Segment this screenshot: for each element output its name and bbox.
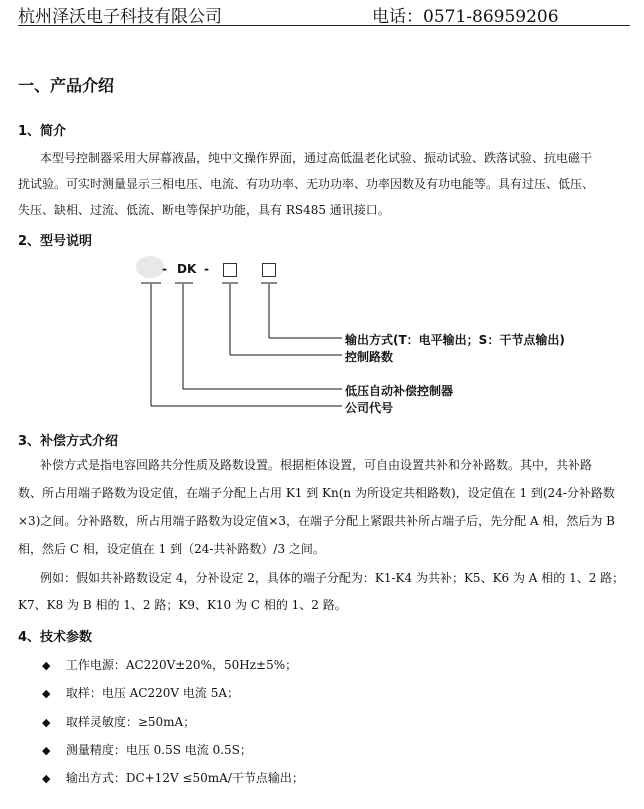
code-separator-1: - [162, 262, 167, 276]
tech-item [42, 741, 252, 758]
tech-item [42, 713, 195, 730]
tech-item-text: 工作电源：AC220V±20%，50Hz±5%； [65, 658, 298, 672]
phone-number: 电话：0571-86959206 [372, 7, 559, 27]
code-dk: DK [177, 262, 197, 276]
tech-item [42, 684, 239, 701]
compensation-line-4: 相，然后 C 相，设定值在 1 到（24-共补路数）/3 之间。 [18, 542, 325, 556]
bullet-diamond-icon: ◆ [42, 687, 51, 700]
model-heading: 2、型号说明 [18, 234, 93, 249]
intro-heading: 1、简介 [18, 124, 67, 139]
bullet-diamond-icon: ◆ [42, 772, 51, 785]
example-line-1: 例如：假如共补路数设定 4，分补设定 2，具体的端子分配为：K1-K4 为共补；K5、K6 为 A 相的 1、2 路； [40, 571, 625, 585]
tech-item [42, 769, 304, 786]
compensation-heading: 3、补偿方式介绍 [18, 434, 119, 449]
code-separator-2: - [204, 262, 209, 276]
label-company-code: 公司代号 [345, 401, 394, 415]
compensation-line-2: 数、所占用端子路数为设定值，在端子分配上占用 K1 到 Kn(n 为所设定共相路数)，设定值在 1 到(24-分补路数 [18, 486, 615, 500]
tech-heading: 4、技术参数 [18, 630, 93, 645]
compensation-line-3: ×3)之间。分补路数，所占用端子路数为设定值×3，在端子分配上紧跟共补所占端子后，先分配 A 相，然后为 B [18, 514, 615, 528]
tech-item-text: 取样灵敏度：≥50mA； [65, 715, 196, 729]
label-channels: 控制路数 [345, 350, 394, 364]
bullet-diamond-icon: ◆ [42, 744, 51, 757]
company-name: 杭州泽沃电子科技有限公司 [18, 7, 222, 27]
intro-line-3: 失压、缺相、过流、低流、断电等保护功能，具有 RS485 通讯接口。 [18, 203, 390, 217]
bullet-diamond-icon: ◆ [42, 659, 51, 672]
label-output-mode: 输出方式(T：电平输出；S：干节点输出) [345, 333, 565, 347]
bullet-diamond-icon: ◆ [42, 716, 51, 729]
intro-line-1: 本型号控制器采用大屏幕液晶，纯中文操作界面，通过高低温老化试验、振动试验、跌落试验、抗电磁干 [40, 151, 593, 165]
intro-line-2: 扰试验。可实时测量显示三相电压、电流、有功功率、无功功率、功率因数及有功电能等。具有过压、低压、 [18, 177, 595, 191]
section-title: 一、产品介绍 [18, 76, 115, 95]
tech-item-text: 取样：电压 AC220V 电流 5A； [65, 686, 239, 700]
tech-item [42, 656, 297, 673]
tech-item-text: 测量精度：电压 0.5S 电流 0.5S； [65, 743, 252, 757]
example-line-2: K7、K8 为 B 相的 1、2 路；K9、K10 为 C 相的 1、2 路。 [18, 598, 347, 612]
label-controller: 低压自动补偿控制器 [345, 384, 454, 398]
compensation-line-1: 补偿方式是指电容回路共分性质及路数设置。根据柜体设置，可自由设置共补和分补路数。其中，共补路 [40, 458, 593, 472]
tech-item-text: 输出方式：DC+12V ≤50mA/干节点输出； [65, 771, 304, 785]
